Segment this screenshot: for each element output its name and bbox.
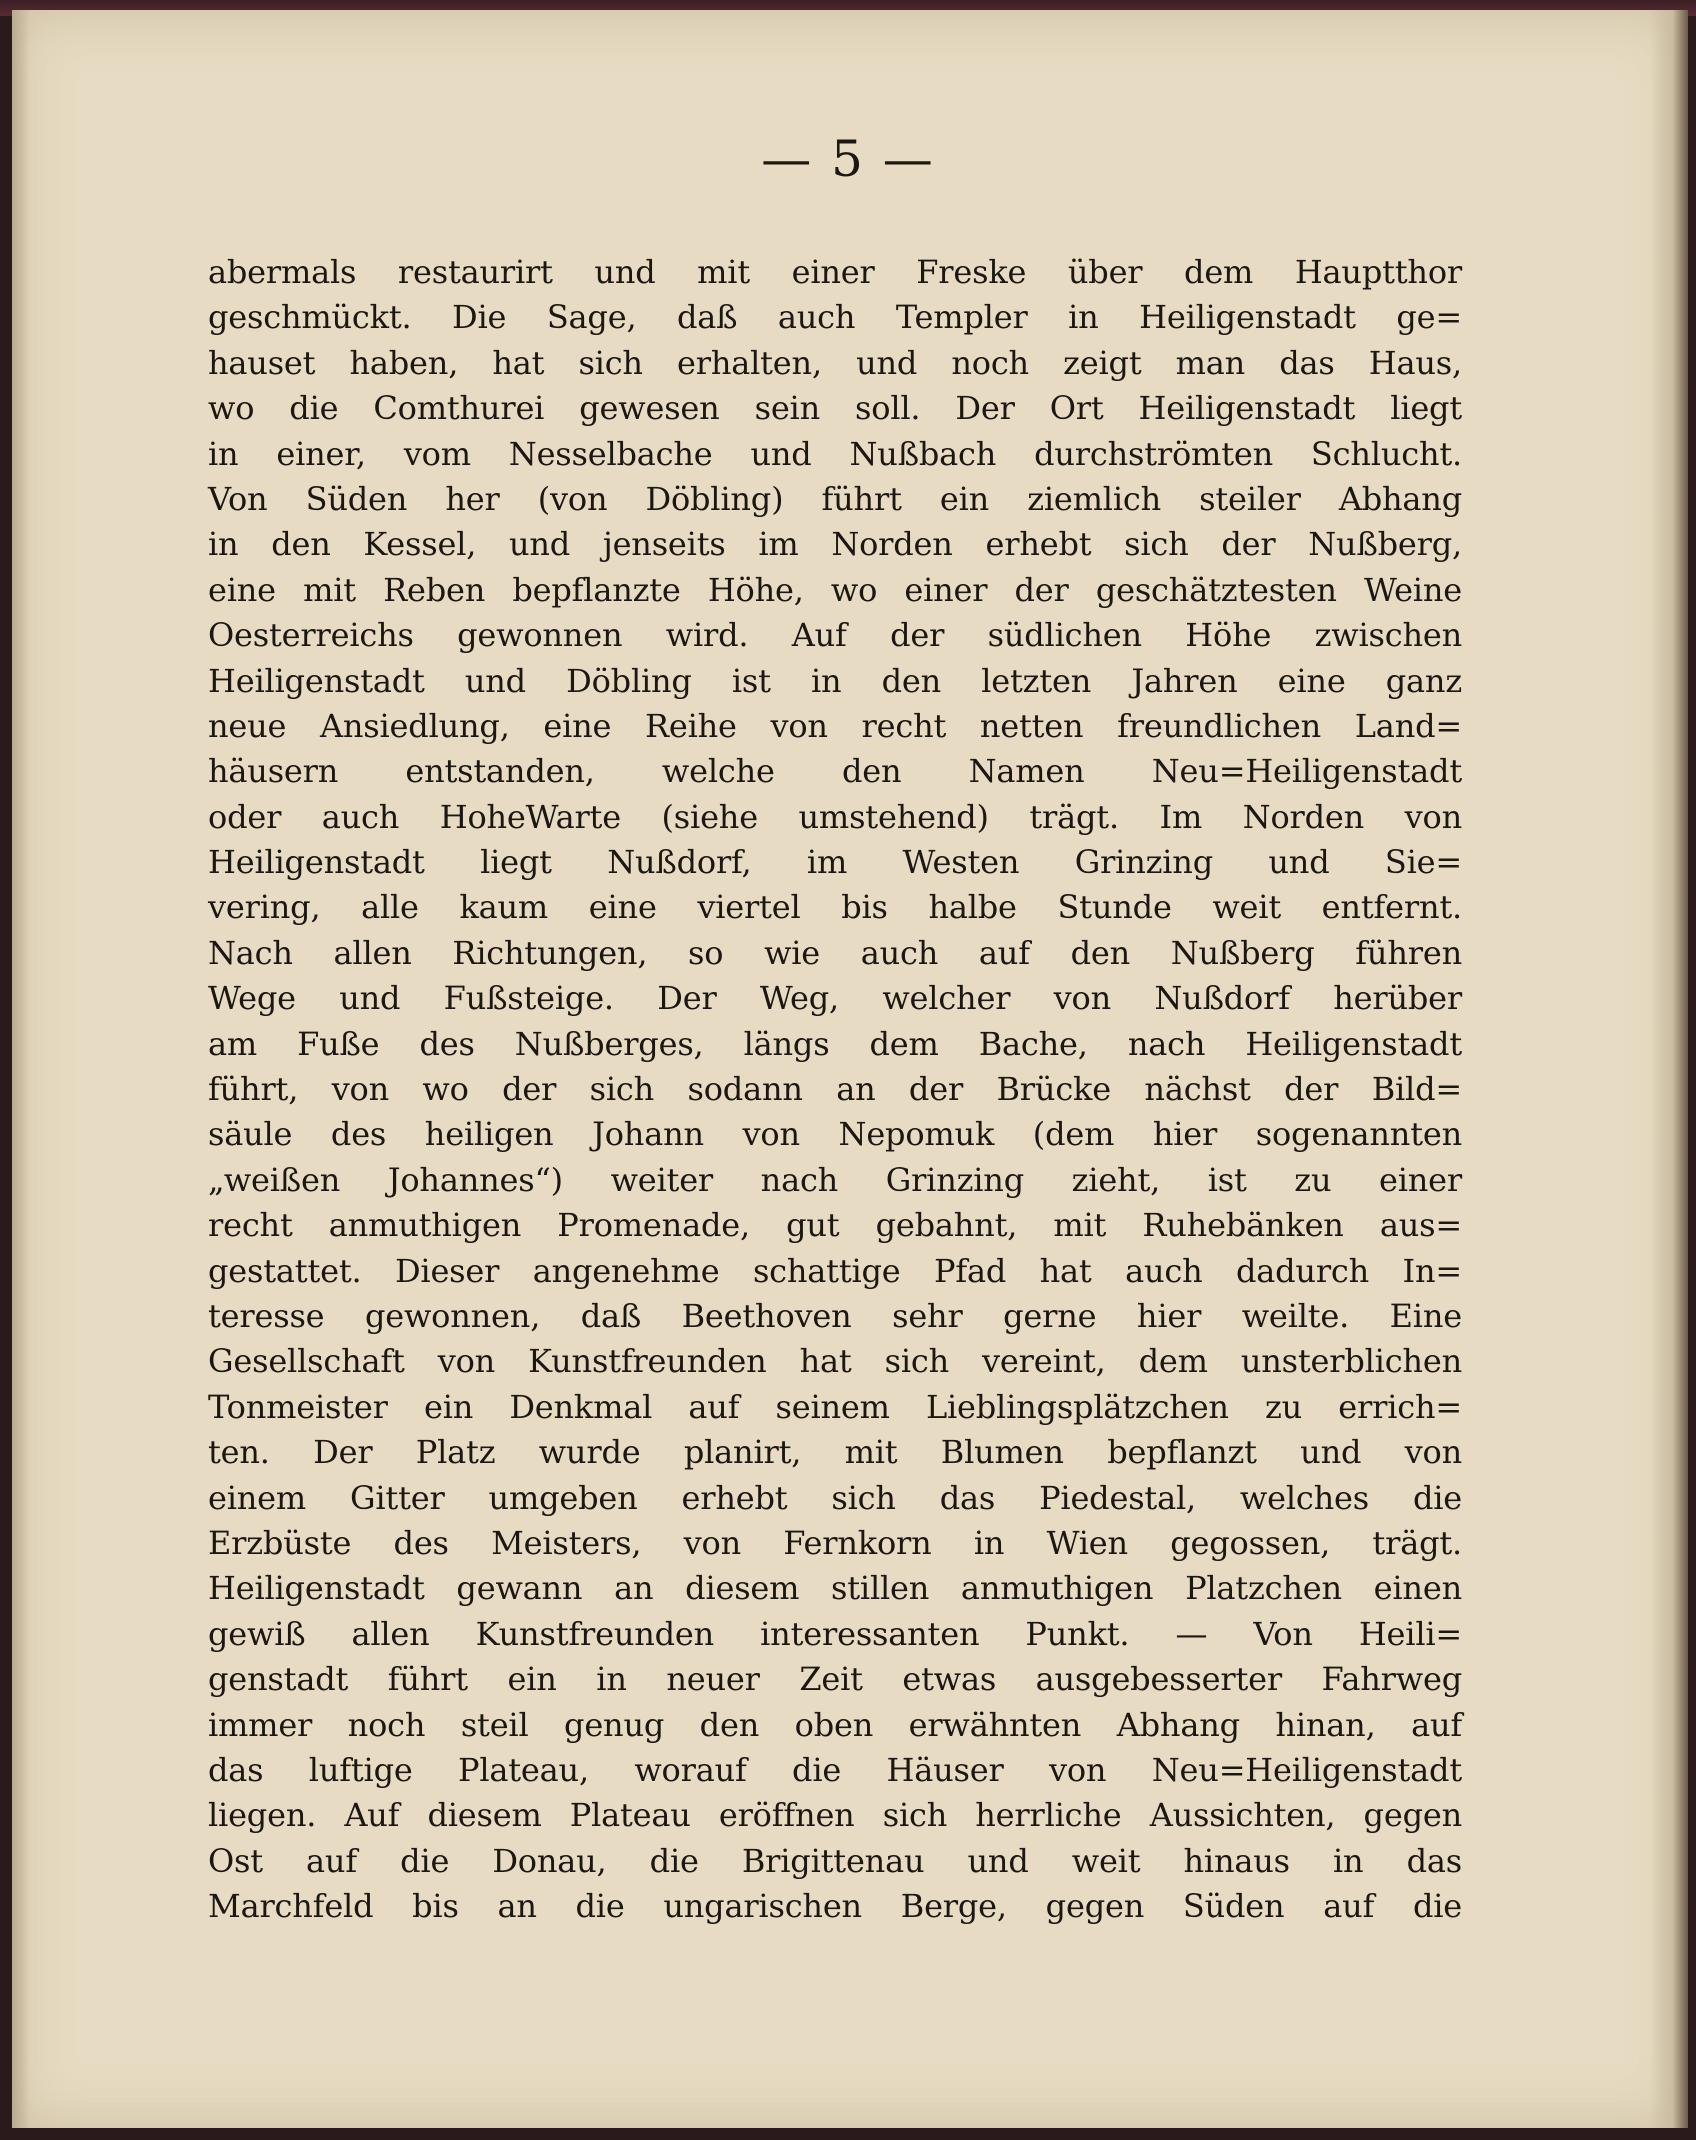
text-line: säule des heiligen Johann von Nepomuk (dem hier sogenannten bbox=[208, 1115, 1462, 1154]
text-line: Marchfeld bis an die ungarischen Berge, gegen Süden auf die bbox=[208, 1887, 1462, 1926]
body-text bbox=[208, 250, 1462, 1929]
text-line: Gesellschaft von Kunstfreunden hat sich vereint, dem unsterblichen bbox=[208, 1342, 1462, 1381]
text-line: Heiligenstadt gewann an diesem stillen anmuthigen Platzchen einen bbox=[208, 1569, 1462, 1608]
text-line: Von Süden her (von Döbling) führt ein ziemlich steiler Abhang bbox=[208, 479, 1462, 518]
text-line: Tonmeister ein Denkmal auf seinem Lieblingsplätzchen zu errich= bbox=[208, 1387, 1462, 1426]
text-line: Ost auf die Donau, die Brigittenau und weit hinaus in das bbox=[208, 1841, 1462, 1880]
text-line: Erzbüste des Meisters, von Fernkorn in Wien gegossen, trägt. bbox=[208, 1523, 1462, 1562]
text-line: Nach allen Richtungen, so wie auch auf den Nußberg führen bbox=[208, 933, 1462, 972]
text-line: recht anmuthigen Promenade, gut gebahnt, mit Ruhebänken aus= bbox=[208, 1206, 1462, 1245]
text-line: neue Ansiedlung, eine Reihe von recht netten freundlichen Land= bbox=[208, 706, 1462, 745]
text-line: gestattet. Dieser angenehme schattige Pfad hat auch dadurch In= bbox=[208, 1251, 1462, 1290]
text-line: Heiligenstadt und Döbling ist in den letzten Jahren eine ganz bbox=[208, 661, 1462, 700]
text-line: abermals restaurirt und mit einer Freske über dem Hauptthor bbox=[208, 253, 1462, 291]
text-line: „weißen Johannes“) weiter nach Grinzing zieht, ist zu einer bbox=[208, 1160, 1462, 1199]
text-line: ten. Der Platz wurde planirt, mit Blumen bepflanzt und von bbox=[208, 1433, 1462, 1472]
text-line: in einer, vom Nesselbache und Nußbach durchströmten Schlucht. bbox=[208, 434, 1462, 473]
text-line: Wege und Fußsteige. Der Weg, welcher von Nußdorf herüber bbox=[208, 979, 1462, 1018]
text-line: teresse gewonnen, daß Beethoven sehr gerne hier weilte. Eine bbox=[208, 1296, 1462, 1335]
page-edge-shadow bbox=[1650, 10, 1688, 2128]
text-line: wo die Comthurei gewesen sein soll. Der Ort Heiligenstadt liegt bbox=[208, 389, 1462, 428]
text-line: hauset haben, hat sich erhalten, und noch zeigt man das Haus, bbox=[208, 343, 1462, 382]
text-line: häusern entstanden, welche den Namen Neu=Heiligenstadt bbox=[208, 752, 1462, 791]
text-line: einem Gitter umgeben erhebt sich das Piedestal, welches die bbox=[208, 1478, 1462, 1517]
page-gutter-shadow bbox=[12, 10, 30, 2128]
text-line: führt, von wo der sich sodann an der Brücke nächst der Bild= bbox=[208, 1070, 1462, 1109]
text-line: vering, alle kaum eine viertel bis halbe Stunde weit entfernt. bbox=[208, 888, 1462, 927]
text-line: eine mit Reben bepflanzte Höhe, wo einer der geschätztesten Weine bbox=[208, 570, 1462, 609]
text-line: liegen. Auf diesem Plateau eröffnen sich herrliche Aussichten, gegen bbox=[208, 1796, 1462, 1835]
page-number: — 5 — bbox=[761, 130, 935, 188]
text-line: oder auch HoheWarte (siehe umstehend) trägt. Im Norden von bbox=[208, 797, 1462, 836]
text-line: das luftige Plateau, worauf die Häuser von Neu=Heiligenstadt bbox=[208, 1750, 1462, 1789]
text-line: am Fuße des Nußberges, längs dem Bache, nach Heiligenstadt bbox=[208, 1024, 1462, 1063]
text-line: gewiß allen Kunstfreunden interessanten Punkt. — Von Heili= bbox=[208, 1614, 1462, 1653]
text-line: immer noch steil genug den oben erwähnten Abhang hinan, auf bbox=[208, 1705, 1462, 1744]
text-line: genstadt führt ein in neuer Zeit etwas ausgebesserter Fahrweg bbox=[208, 1660, 1462, 1699]
text-line: in den Kessel, und jenseits im Norden erhebt sich der Nußberg, bbox=[208, 525, 1462, 564]
text-line: geschmückt. Die Sage, daß auch Templer in Heiligenstadt ge= bbox=[208, 298, 1462, 337]
text-line: Oesterreichs gewonnen wird. Auf der südlichen Höhe zwischen bbox=[208, 616, 1462, 655]
text-line: Heiligenstadt liegt Nußdorf, im Westen Grinzing und Sie= bbox=[208, 843, 1462, 882]
